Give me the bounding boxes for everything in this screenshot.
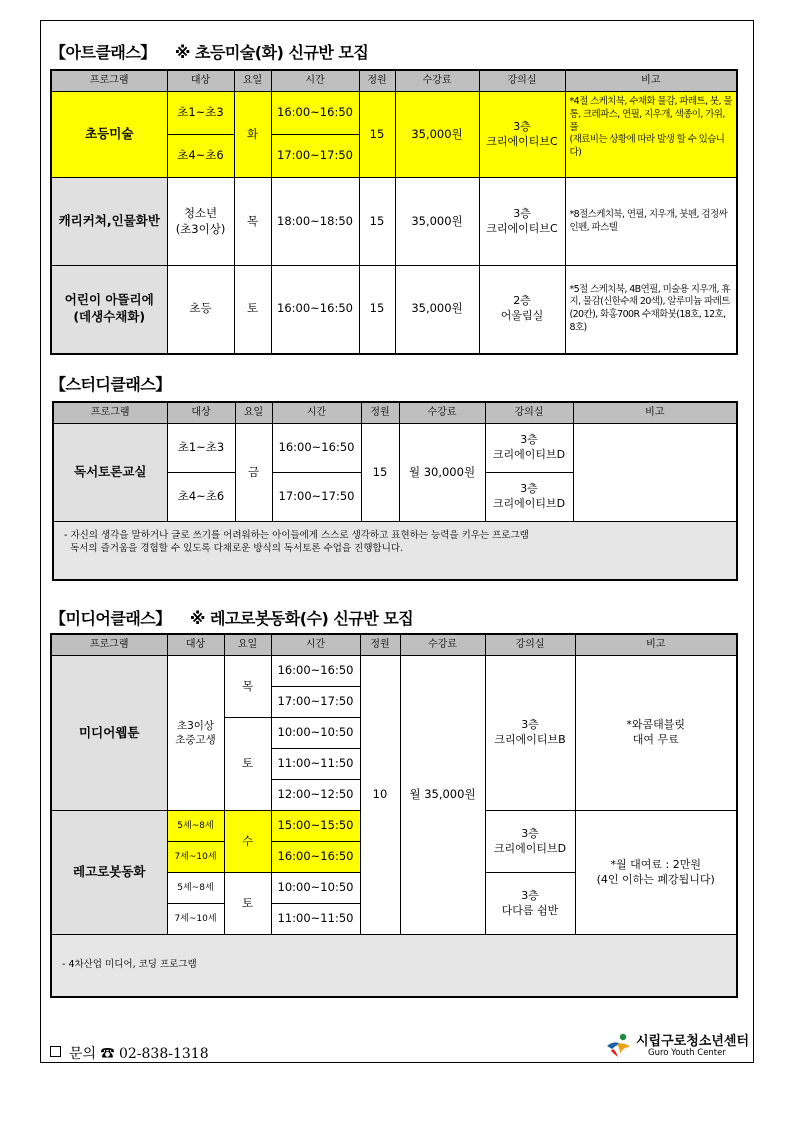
capacity-cell: 15 [361,424,399,522]
media-title: 【미디어클래스】 [50,609,171,628]
remark-cell: *8절스케치북, 연필, 지우개, 붓펜, 검정싸인펜, 파스텔 [565,178,737,266]
time-cell: 10:00~10:50 [271,873,360,904]
fee-cell: 월 35,000원 [400,656,485,935]
program-name: 독서토론교실 [53,424,167,522]
header-time: 시간 [271,70,359,92]
study-section-title [50,372,171,395]
time-cell: 16:00~16:50 [271,266,359,354]
header-remark: 비고 [575,634,737,656]
media-header-row [51,634,737,656]
room-cell: 2층 어울림실 [479,266,565,354]
time-cell: 12:00~12:50 [271,780,360,811]
capacity-cell: 15 [359,92,395,178]
header-capacity: 정원 [360,634,400,656]
capacity-cell: 15 [359,178,395,266]
time-cell: 16:00~16:50 [272,424,361,473]
target-cell: 청소년 (초3이상) [167,178,234,266]
room-cell: 3층 크리에이티브C [479,92,565,178]
capacity-cell: 10 [360,656,400,935]
art-section-title [50,40,368,63]
study-title: 【스터디클래스】 [50,375,171,394]
center-name-english: Guro Youth Center [648,1048,726,1058]
time-cell: 17:00~17:50 [271,135,359,178]
checkbox-square-icon [50,1046,61,1057]
study-description-line: 독서의 즐거움을 경험할 수 있도록 다채로운 방식의 독서토론 수업을 진행합니다. [64,542,404,554]
fee-cell: 35,000원 [395,266,479,354]
header-target: 대상 [167,402,235,424]
art-note: ※ 초등미술(화) 신규반 모집 [174,43,369,62]
day-cell: 목 [234,178,271,266]
header-room: 강의실 [485,402,573,424]
media-table [50,633,738,998]
program-name: 초등미술 [51,92,167,178]
time-cell: 15:00~15:50 [271,811,360,842]
header-time: 시간 [272,402,361,424]
study-header-row [53,402,737,424]
fee-cell: 35,000원 [395,178,479,266]
room-cell: 3층 다다름 쉼반 [485,873,575,935]
remark-cell [573,424,737,522]
time-cell: 16:00~16:50 [271,656,360,687]
target-cell: 7세~10세 [167,904,224,935]
header-capacity: 정원 [361,402,399,424]
remark-cell: *와콤태블릿 대여 무료 [575,656,737,811]
header-fee: 수강료 [399,402,485,424]
time-cell: 17:00~17:50 [272,473,361,522]
target-cell: 초3이상 초중고생 [167,656,224,811]
target-cell: 5세~8세 [167,873,224,904]
day-cell: 토 [224,718,271,811]
media-section-title [50,606,413,629]
day-cell: 토 [224,873,271,935]
table-row [53,424,737,473]
time-cell: 11:00~11:50 [271,904,360,935]
room-cell: 3층 크리에이티브C [479,178,565,266]
media-note: ※ 레고로봇동화(수) 신규반 모집 [189,609,414,628]
day-cell: 수 [224,811,271,873]
header-program: 프로그램 [51,70,167,92]
time-cell: 10:00~10:50 [271,718,360,749]
day-cell: 토 [234,266,271,354]
header-target: 대상 [167,70,234,92]
header-room: 강의실 [485,634,575,656]
center-logo [604,1030,750,1060]
target-cell: 7세~10세 [167,842,224,873]
contact-info [50,1043,209,1063]
target-cell: 5세~8세 [167,811,224,842]
fee-cell: 월 30,000원 [399,424,485,522]
header-room: 강의실 [479,70,565,92]
header-program: 프로그램 [51,634,167,656]
remark-cell: *4절 스케치북, 수채화 물감, 파레트, 붓, 물통, 크레파스, 연필, 지우개, 색종이, 가위, 풀 (재료비는 상황에 따라 발생 할 수 있습니다) [565,92,737,178]
day-cell: 화 [234,92,271,178]
room-cell: 3층 크리에이티브B [485,656,575,811]
center-logo-icon [604,1032,632,1058]
time-cell: 17:00~17:50 [271,687,360,718]
study-description-row [53,522,737,580]
media-description-row [51,935,737,997]
header-day: 요일 [235,402,272,424]
table-row [51,92,737,135]
art-title: 【아트클래스】 [50,43,156,62]
program-name: 레고로봇동화 [51,811,167,935]
contact-label: 문의 [69,1046,97,1062]
header-fee: 수강료 [395,70,479,92]
study-table [52,401,738,581]
table-row [51,656,737,687]
header-target: 대상 [167,634,224,656]
media-description: - 4차산업 미디어, 코딩 프로그램 [51,935,737,997]
room-cell: 3층 크리에이티브D [485,424,573,473]
header-day: 요일 [224,634,271,656]
center-name: 시립구로청소년센터 [636,1034,750,1049]
table-row [51,178,737,266]
target-cell: 초등 [167,266,234,354]
header-fee: 수강료 [400,634,485,656]
phone-number: 02-838-1318 [118,1046,209,1062]
table-row [51,266,737,354]
header-capacity: 정원 [359,70,395,92]
time-cell: 11:00~11:50 [271,749,360,780]
art-header-row [51,70,737,92]
time-cell: 18:00~18:50 [271,178,359,266]
remark-cell: *월 대여료 : 2만원 (4인 이하는 폐강됩니다) [575,811,737,935]
room-cell: 3층 크리에이티브D [485,811,575,873]
target-cell: 초1~초3 [167,424,235,473]
room-cell: 3층 크리에이티브D [485,473,573,522]
program-name: 미디어웹툰 [51,656,167,811]
fee-cell: 35,000원 [395,92,479,178]
header-remark: 비고 [573,402,737,424]
study-description [53,522,737,580]
art-table [50,69,738,355]
day-cell: 목 [224,656,271,718]
header-program: 프로그램 [53,402,167,424]
day-cell: 금 [235,424,272,522]
study-description-line: - 자신의 생각을 말하거나 글로 쓰기를 어려워하는 아이들에게 스스로 생각하고 표현하는 능력을 키우는 프로그램 [64,530,529,541]
capacity-cell: 15 [359,266,395,354]
program-name: 어린이 아뜰리에 (데생수채화) [51,266,167,354]
target-cell: 초4~초6 [167,473,235,522]
target-cell: 초1~초3 [167,92,234,135]
target-cell: 초4~초6 [167,135,234,178]
program-name: 캐리커쳐,인물화반 [51,178,167,266]
remark-cell: *5절 스케치북, 4B연필, 미술용 지우개, 휴지, 물감(신한수채 20색), 알루미늄 파레트(20칸), 화홍700R 수채화붓(18호, 12호, 8호) [565,266,737,354]
header-time: 시간 [271,634,360,656]
phone-icon: ☎ [100,1046,115,1062]
time-cell: 16:00~16:50 [271,842,360,873]
header-day: 요일 [234,70,271,92]
time-cell: 16:00~16:50 [271,92,359,135]
header-remark: 비고 [565,70,737,92]
